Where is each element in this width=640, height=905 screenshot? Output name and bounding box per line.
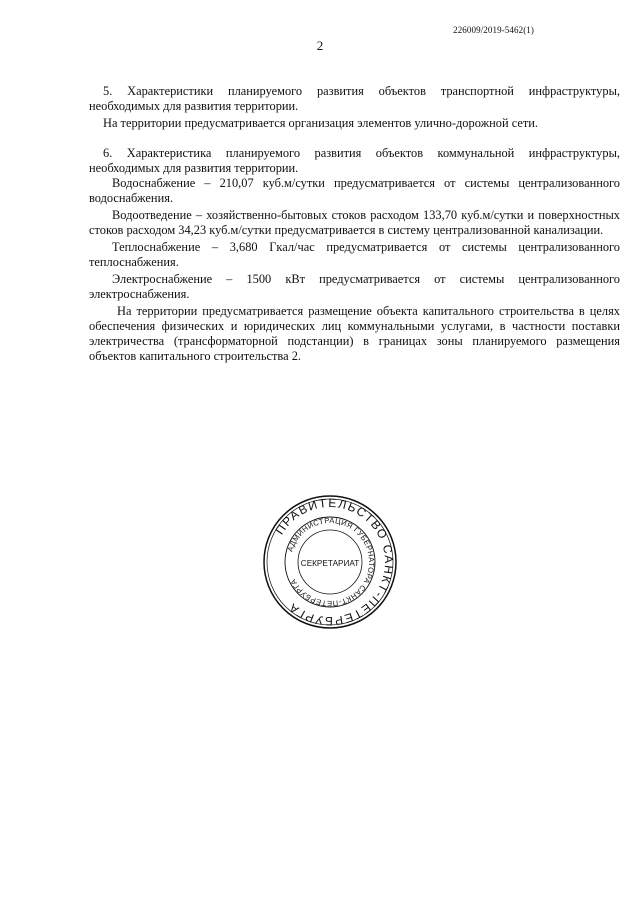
seal-outer-text-path: ПРАВИТЕЛЬСТВО САНКТ-ПЕТЕРБУРГА [272,495,397,629]
capital-object-paragraph: На территории предусматривается размещение объекта капитального строительства в целях обеспечения физических и юридических лиц коммунальными услугами, в частности поставки электричества (трансформаторной подстанции) в границах зоны планируемого размещения объектов капитального строительства 2. [89,304,620,363]
drainage-paragraph: Водоотведение – хозяйственно-бытовых стоков расходом 133,70 куб.м/сутки и поверхностных стоков расходом 34,23 куб.м/сутки предусматривается в систему централизованной канализации. [89,208,620,237]
section-6-title: 6. Характеристика планируемого развития объектов коммунальной инфраструктуры, необходимых для развития территории. [89,146,620,175]
heat-supply-paragraph: Теплоснабжение – 3,680 Гкал/час предусматривается от системы централизованного теплоснабжения. [89,240,620,269]
section-spacer [89,131,620,146]
page-number: 2 [316,38,324,53]
section-5-title: 5. Характеристики планируемого развития объектов транспортной инфраструктуры, необходимых для развития территории. [89,84,620,113]
document-id: 226009/2019-5462(1) [453,25,534,35]
official-seal [262,494,398,630]
section-5-text: На территории предусматривается организация элементов улично-дорожной сети. [103,116,538,130]
power-supply-paragraph: Электроснабжение – 1500 кВт предусматривается от системы централизованного электроснабжения. [89,272,620,301]
water-supply-paragraph: Водоснабжение – 210,07 куб.м/сутки предусматривается от системы централизованного водоснабжения. [89,176,620,205]
seal-inner-text-path: АДМИНИСТРАЦИЯ ГУБЕРНАТОРА САНКТ-ПЕТЕРБУРГА [285,515,377,609]
seal-center-text: СЕКРЕТАРИАТ [300,559,360,568]
document-body [89,84,620,364]
official-seal-svg [262,494,398,630]
